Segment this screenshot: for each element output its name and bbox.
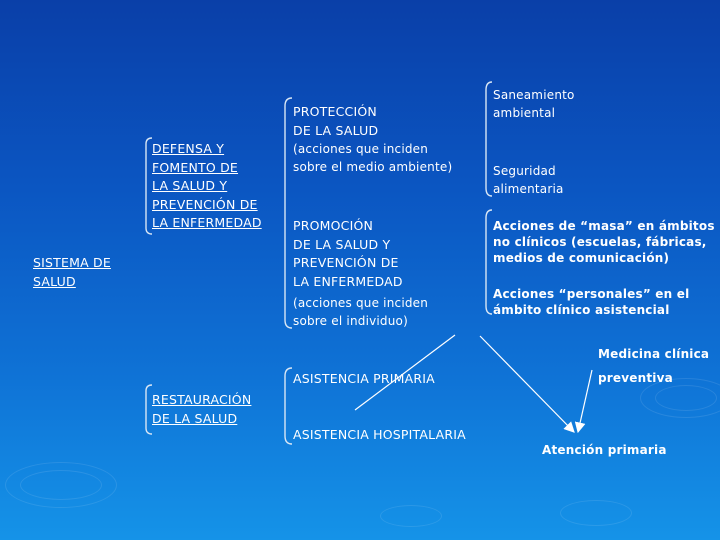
bracket-saneamiento-seguridad [486, 82, 492, 196]
defensa-fomento-label: DEFENSA Y FOMENTO DE LA SALUD Y PREVENCIÓN DE LA ENFERMEDAD [152, 141, 262, 230]
arrow-to-atencion [480, 336, 574, 432]
saneamiento-label: Saneamiento ambiental [493, 88, 575, 120]
promocion-block: PROMOCIÓN DE LA SALUD Y PREVENCIÓN DE LA ENFERMEDAD (acciones que inciden sobre el individuo) [293, 218, 429, 328]
asistencia-hospitalaria-label: ASISTENCIA HOSPITALARIA [293, 427, 466, 442]
medicina-clinica-label: Medicina clínica [598, 347, 710, 361]
proteccion-desc: (acciones que inciden [293, 142, 429, 156]
seguridad-label: Seguridad alimentaria [493, 164, 564, 196]
arrow-from-medicina [578, 370, 592, 432]
asistencia-primaria-label: ASISTENCIA PRIMARIA [293, 371, 435, 386]
promocion-title: PROMOCIÓN [293, 218, 374, 233]
proteccion-block: PROTECCIÓN DE LA SALUD (acciones que inciden sobre el medio ambiente) [293, 104, 453, 174]
atencion-primaria-label: Atención primaria [542, 443, 667, 457]
sistema-de-salud-label: SISTEMA DE SALUD [33, 255, 111, 289]
promocion-desc: (acciones que inciden [293, 296, 429, 310]
acciones-masa-label: Acciones de “masa” en ámbitos no clínicos (escuelas, fábricas, medios de comunicación) [493, 219, 715, 265]
restauracion-label: RESTAURACIÓN DE LA SALUD [152, 392, 252, 426]
acciones-personales-label: Acciones “personales” en el ámbito clínico asistencial [493, 287, 690, 317]
medicina-preventiva-label: preventiva [598, 371, 673, 385]
bracket-acciones [486, 210, 492, 314]
bracket-asistencia [285, 368, 292, 444]
proteccion-title: PROTECCIÓN [293, 104, 377, 119]
bracket-proteccion-promocion [285, 98, 292, 328]
